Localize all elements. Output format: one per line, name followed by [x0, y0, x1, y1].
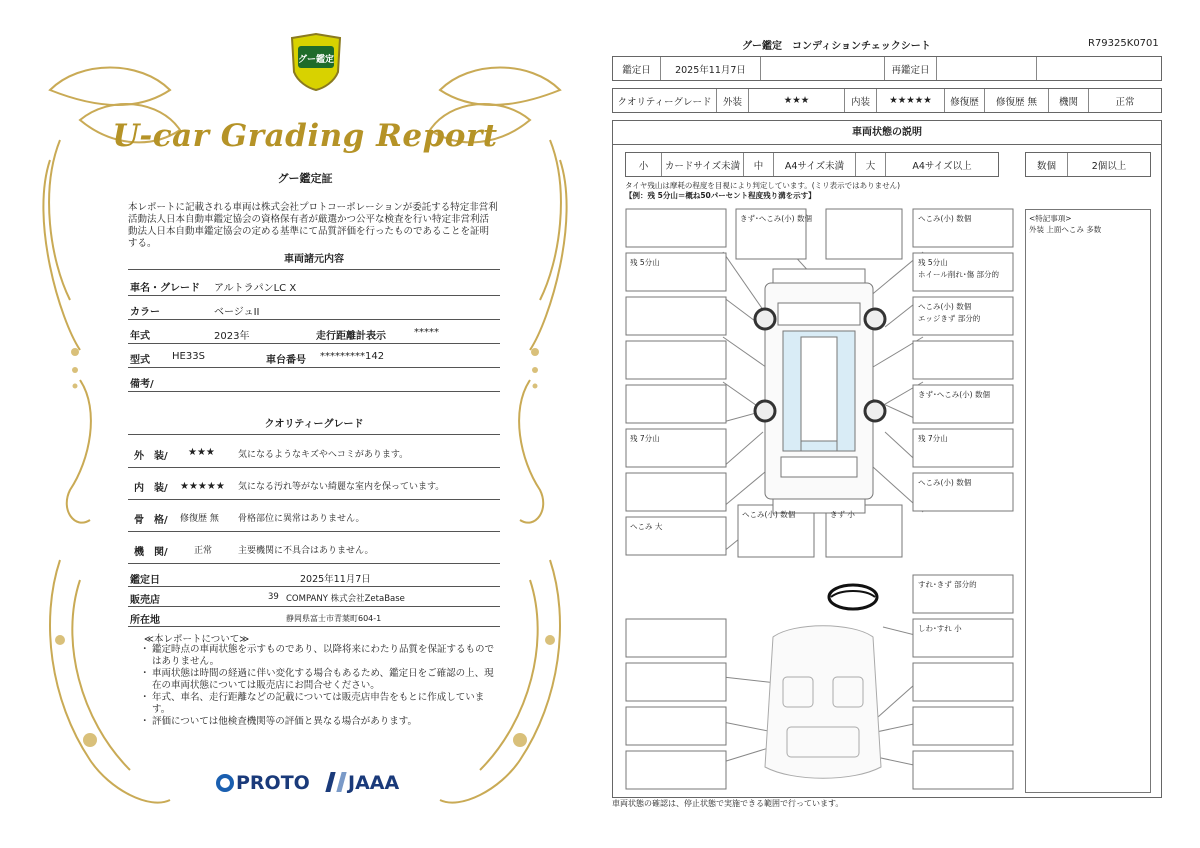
mileage-value: *****: [414, 327, 439, 338]
count-desc: 2個以上: [1091, 160, 1127, 172]
row-model: [128, 344, 500, 368]
year-label: 年式: [130, 331, 150, 342]
cond-l6: 残 7分山: [630, 434, 660, 443]
vehicle-condition-panel: [612, 120, 1162, 798]
row-date: [128, 567, 500, 587]
chassis-label: 車台番号: [266, 355, 306, 366]
engine-desc: 主要機関に不具合はありません。: [238, 546, 374, 556]
dealer-label: 販売店: [130, 595, 160, 606]
cond-top-mid: きず･へこみ(小) 数個: [740, 214, 812, 223]
year-value: 2023年: [214, 331, 250, 342]
size-mid-desc: A4サイズ未満: [774, 153, 856, 176]
interior-label: 内装: [845, 89, 877, 112]
notes-title: ≪本レポートについて≫: [144, 634, 250, 645]
remarks-label: 備考/: [130, 379, 154, 390]
proto-logo: PROTO: [216, 772, 310, 794]
size-legend: [625, 152, 999, 177]
size-small-desc: カードサイズ未満: [662, 153, 744, 176]
quality-row: [612, 88, 1162, 113]
cond-b3: きず 小: [830, 510, 855, 519]
frame-value: 修復歴 無: [180, 514, 219, 524]
cond-r6: 残 7分山: [918, 434, 948, 443]
count-label: 数個: [1026, 153, 1068, 176]
exterior-label: 外装: [717, 89, 749, 112]
proto-mark-icon: [216, 774, 234, 792]
engine-value: 正常: [194, 546, 213, 556]
panel-title: 車両状態の説明: [613, 121, 1161, 145]
reappraisal-value: [937, 57, 1037, 80]
exterior-stars: ★★★: [188, 447, 215, 458]
badge-text: グー鑑定: [297, 55, 334, 65]
note-item: ・ 鑑定時点の車両状態を示すものであり、以降将来にわたり品質を保証するものではありません。: [140, 644, 502, 668]
tire-note-2: 【例：残 5分山＝概ね50パーセント程度残り溝を示す】: [625, 191, 816, 200]
row-frame: [128, 504, 500, 532]
row-remarks: [128, 368, 500, 392]
row-dealer: [128, 587, 500, 607]
exterior-stars: ★★★: [749, 89, 845, 112]
size-large-desc: A4サイズ以上: [912, 160, 972, 172]
dealer-name: COMPANY 株式会社ZetaBase: [286, 594, 405, 604]
interior-label: 内 装/: [134, 483, 168, 494]
row-car-name: [128, 272, 500, 296]
dealer-no: 39: [268, 592, 279, 602]
sheet-title: グー鑑定 コンディションチェックシート: [742, 41, 931, 52]
date-value: 2025年11月7日: [300, 574, 371, 585]
engine-label: 機 関/: [134, 547, 168, 558]
cond-steer: すれ･きず 部分的: [918, 580, 977, 589]
count-legend: [1025, 152, 1151, 177]
cond-r7: へこみ(小) 数個: [918, 478, 972, 487]
special-remarks-box: [1025, 209, 1151, 793]
chassis-value: *********142: [320, 351, 385, 362]
report-script-title: U-car Grading Report: [112, 118, 498, 154]
cond-r5: きず･へこみ(小) 数個: [918, 390, 990, 399]
date-value: 2025年11月7日: [661, 57, 761, 80]
engine-value: 正常: [1115, 96, 1135, 108]
date-row: [612, 56, 1162, 81]
interior-desc: 気になる汚れ等がない綺麗な室内を保っています。: [238, 482, 445, 492]
certificate-heading: グー鑑定証: [277, 172, 333, 185]
sheet-id: R79325K0701: [1088, 38, 1159, 49]
specs-section-title: 車両諸元内容: [284, 254, 344, 265]
interior-stars: ★★★★★: [180, 481, 225, 492]
row-color: [128, 296, 500, 320]
color-label: カラー: [130, 307, 160, 318]
remarks-title: <特記事項>: [1029, 214, 1072, 223]
exterior-desc: 気になるようなキズやヘコミがあります。: [238, 450, 409, 460]
repair-label: 修復歴: [945, 89, 985, 112]
cond-b2: へこみ(小) 数個: [742, 510, 796, 519]
grading-certificate: [20, 20, 590, 830]
date-label: 鑑定日: [613, 57, 661, 80]
size-large: 大: [856, 153, 886, 176]
color-value: ベージュII: [214, 307, 260, 318]
steering-wheel-icon: [829, 585, 877, 609]
exterior-label: 外 装/: [134, 451, 168, 462]
goo-kantei-badge: [288, 32, 344, 92]
blank-cell: [761, 57, 885, 80]
row-interior: [128, 472, 500, 500]
quality-label: クオリティーグレード: [613, 89, 717, 112]
car-name-value: アルトラパンLC X: [214, 283, 297, 294]
cond-r3b: エッジきず 部分的: [918, 314, 981, 323]
mileage-label: 走行距離計表示: [316, 331, 386, 342]
jaaa-logo: JAAA: [328, 772, 399, 794]
row-engine: [128, 536, 500, 564]
size-small: 小: [626, 153, 662, 176]
note-item: ・ 評価については他検査機関等の評価と異なる場合があります。: [140, 716, 502, 728]
address-value: 静岡県富士市青葉町604-1: [286, 614, 382, 623]
row-year: [128, 320, 500, 344]
cond-r3a: へこみ(小) 数個: [918, 302, 972, 311]
cond-b1: へこみ 大: [630, 522, 663, 531]
cond-r2b: ホイール削れ･傷 部分的: [918, 270, 999, 279]
cond-int1: しわ･すれ 小: [918, 624, 962, 633]
cond-l2: 残 5分山: [630, 258, 660, 267]
frame-desc: 骨格部位に異常はありません。: [238, 514, 365, 524]
model-label: 型式: [130, 355, 150, 366]
repair-value: 修復歴 無: [985, 89, 1049, 112]
blank-cell: [1037, 57, 1161, 80]
size-mid: 中: [744, 153, 774, 176]
tire-note-1: タイヤ残山は摩耗の程度を目視により判定しています。(ミリ表示ではありません): [625, 181, 901, 190]
address-label: 所在地: [130, 615, 160, 626]
frame-label: 骨 格/: [134, 515, 168, 526]
date-label: 鑑定日: [130, 575, 160, 586]
jaaa-mark-icon: [325, 772, 346, 792]
car-damage-diagram: [623, 207, 1023, 797]
row-exterior: [128, 440, 500, 468]
cond-r2a: 残 5分山: [918, 258, 948, 267]
engine-label: 機関: [1049, 89, 1089, 112]
model-value: HE33S: [172, 351, 205, 362]
sheet-footer-note: 車両状態の確認は、停止状態で実施できる範囲で行っています。: [612, 799, 844, 808]
row-address: [128, 607, 500, 627]
notes-list: [140, 644, 502, 728]
car-name-label: 車名・グレード: [130, 283, 200, 294]
interior-stars: ★★★★★: [877, 89, 945, 112]
note-item: ・ 車両状態は時間の経過に伴い変化する場合もあるため、鑑定日をご確認の上、現在の車両状態については販売店にお問合せください。: [140, 668, 502, 692]
reappraisal-label: 再鑑定日: [885, 57, 937, 80]
cond-r1: へこみ(小) 数個: [918, 214, 972, 223]
certificate-intro-text: 本レポートに記載される車両は株式会社プロトコーポレーションが委託する特定非営利活動法人日本自動車鑑定協会の資格保有者が厳選かつ公平な検査を行い特定非営利活動法人日本自動車鑑定協会の定める基準にて品質評価を行ったものであることを証明する。: [128, 202, 498, 249]
quality-section-title: クオリティーグレード: [264, 419, 364, 430]
remarks-text: 外装 上面へこみ 多数: [1029, 225, 1102, 234]
note-item: ・ 年式、車名、走行距離などの記載については販売店申告をもとに作成しています。: [140, 692, 502, 716]
